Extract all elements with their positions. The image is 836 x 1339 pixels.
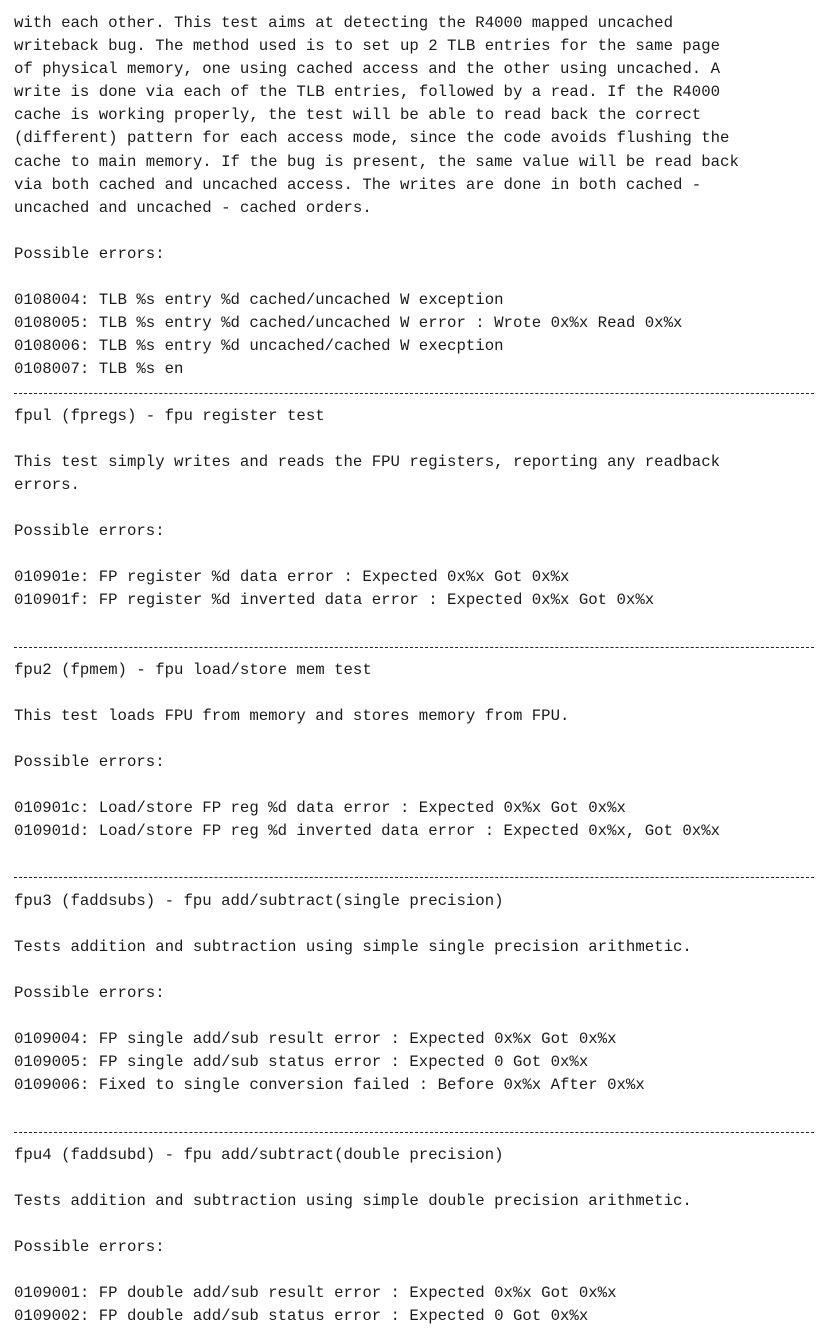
- intro-line: via both cached and uncached access. The writes are done in both cached -: [14, 175, 702, 194]
- section-title: fpu2 (fpmem) - fpu load/store mem test: [14, 660, 372, 679]
- error-code-line: 0109001: FP double add/sub result error : Expected 0x%x Got 0x%x: [14, 1284, 617, 1303]
- error-code-line: 010901e: FP register %d data error : Expected 0x%x Got 0x%x: [14, 568, 570, 587]
- intro-line: writeback bug. The method used is to set up 2 TLB entries for the same page: [14, 37, 721, 56]
- error-code-line: 0109002: FP double add/sub status error : Expected 0 Got 0x%x: [14, 1307, 589, 1326]
- error-code-line: 0108005: TLB %s entry %d cached/uncached W error : Wrote 0x%x Read 0x%x: [14, 314, 683, 333]
- error-code-line: 0108006: TLB %s entry %d uncached/cached W execption: [14, 337, 504, 356]
- error-code-line: 0109005: FP single add/sub status error : Expected 0 Got 0x%x: [14, 1053, 589, 1072]
- section-divider: [14, 866, 836, 889]
- error-code-line: 010901f: FP register %d inverted data error : Expected 0x%x Got 0x%x: [14, 591, 655, 610]
- section-description-line: Tests addition and subtraction using simple single precision arithmetic.: [14, 937, 692, 956]
- section-description-line: This test simply writes and reads the FPU registers, reporting any readback: [14, 452, 721, 471]
- section-title: fpul (fpregs) - fpu register test: [14, 406, 325, 425]
- section-title: fpu3 (faddsubs) - fpu add/subtract(single precision): [14, 891, 504, 910]
- error-code-line: 0108004: TLB %s entry %d cached/uncached W exception: [14, 291, 504, 310]
- intro-line: (different) pattern for each access mode, since the code avoids flushing the: [14, 129, 730, 148]
- errors-heading: Possible errors:: [14, 753, 165, 771]
- section-divider: [14, 382, 836, 405]
- error-code-line: 0108007: TLB %s en: [14, 360, 184, 379]
- section-description-line: This test loads FPU from memory and stores memory from FPU.: [14, 706, 570, 725]
- intro-line: with each other. This test aims at detecting the R4000 mapped uncached: [14, 14, 673, 32]
- section-divider: [14, 636, 836, 659]
- errors-heading: Possible errors:: [14, 522, 165, 541]
- intro-line: uncached and uncached - cached orders.: [14, 198, 372, 217]
- section-description-line: Tests addition and subtraction using simple double precision arithmetic.: [14, 1191, 692, 1210]
- errors-heading: Possible errors:: [14, 244, 165, 263]
- section-description-line: errors.: [14, 475, 80, 494]
- errors-heading: Possible errors:: [14, 1237, 165, 1256]
- section-divider: [14, 1121, 836, 1144]
- error-code-line: 0109004: FP single add/sub result error : Expected 0x%x Got 0x%x: [14, 1030, 617, 1049]
- errors-heading: Possible errors:: [14, 983, 165, 1002]
- section-title: fpu4 (faddsubd) - fpu add/subtract(double precision): [14, 1145, 504, 1164]
- intro-line: write is done via each of the TLB entries, followed by a read. If the R4000: [14, 83, 721, 102]
- intro-line: of physical memory, one using cached access and the other using uncached. A: [14, 60, 721, 79]
- intro-line: cache is working properly, the test will be able to read back the correct: [14, 106, 702, 125]
- error-code-line: 010901c: Load/store FP reg %d data error : Expected 0x%x Got 0x%x: [14, 799, 626, 818]
- intro-line: cache to main memory. If the bug is present, the same value will be read back: [14, 152, 739, 171]
- error-code-line: 0109006: Fixed to single conversion failed : Before 0x%x After 0x%x: [14, 1076, 645, 1095]
- error-code-line: 010901d: Load/store FP reg %d inverted data error : Expected 0x%x, Got 0x%x: [14, 822, 721, 841]
